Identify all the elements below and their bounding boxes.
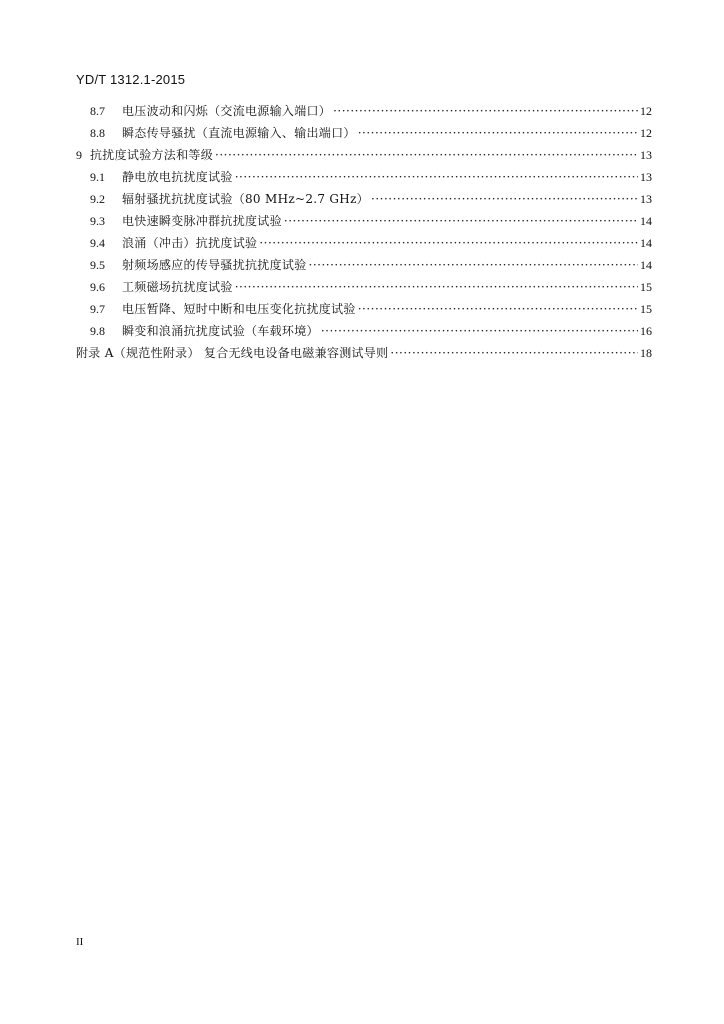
dot-leader <box>371 188 638 210</box>
dot-leader <box>358 298 638 320</box>
toc-entry-9-8[interactable] <box>76 320 652 342</box>
toc-entry-9-7[interactable] <box>76 298 652 320</box>
toc-entry-9-6[interactable] <box>76 276 652 298</box>
toc-entry-9-3[interactable] <box>76 210 652 232</box>
toc-entry-9-2[interactable] <box>76 188 652 210</box>
toc-entry-title: 抗扰度试验方法和等级 <box>90 148 214 162</box>
toc-entry-title: 瞬变和浪涌抗扰度试验（车载环境） <box>122 324 319 338</box>
toc-entry-title: 静电放电抗扰度试验 <box>122 170 233 184</box>
toc-entry-9-1[interactable] <box>76 166 652 188</box>
toc-entry-9[interactable] <box>76 144 652 166</box>
dot-leader <box>259 232 638 254</box>
toc-entry-number: 9.8 <box>90 324 105 338</box>
dot-leader <box>333 100 638 122</box>
toc-entry-page: 18 <box>640 346 652 360</box>
toc-entry-page: 16 <box>640 324 652 338</box>
toc-entry-page: 13 <box>640 148 652 162</box>
toc-entry-page: 13 <box>640 192 652 206</box>
toc-entry-page: 15 <box>640 302 652 316</box>
document-header <box>76 72 185 87</box>
toc-entry-page: 14 <box>640 214 652 228</box>
toc-entry-title: 瞬态传导骚扰（直流电源输入、输出端口） <box>122 126 356 140</box>
toc-entry-title: 射频场感应的传导骚扰抗扰度试验 <box>122 258 307 272</box>
toc-entry-title: 电压波动和闪烁（交流电源输入端口） <box>122 104 332 118</box>
toc-entry-number: 8.7 <box>90 104 105 118</box>
dot-leader <box>358 122 638 144</box>
dot-leader <box>321 320 638 342</box>
toc-entry-title: 工频磁场抗扰度试验 <box>122 280 233 294</box>
page-number: II <box>76 936 84 948</box>
toc-entry-number: 9.4 <box>90 236 105 250</box>
table-of-contents <box>76 100 652 364</box>
toc-entry-title: 辐射骚扰抗扰度试验（80 MHz~2.7 GHz） <box>122 192 369 206</box>
toc-entry-8-7[interactable] <box>76 100 652 122</box>
toc-entry-page: 14 <box>640 236 652 250</box>
toc-entry-9-4[interactable] <box>76 232 652 254</box>
toc-entry-number: 9.5 <box>90 258 105 272</box>
toc-entry-number: 8.8 <box>90 126 105 140</box>
standard-code: YD/T 1312.1-2015 <box>76 72 186 87</box>
toc-entry-8-8[interactable] <box>76 122 652 144</box>
dot-leader <box>390 342 638 364</box>
toc-entry-number: 9.6 <box>90 280 105 294</box>
toc-entry-number: 9.7 <box>90 302 105 316</box>
toc-entry-title: 电快速瞬变脉冲群抗扰度试验 <box>122 214 282 228</box>
toc-entry-9-5[interactable] <box>76 254 652 276</box>
toc-entry-number: 9 <box>76 148 82 162</box>
toc-entry-appendix-a[interactable] <box>76 342 652 364</box>
toc-entry-page: 12 <box>640 126 652 140</box>
toc-entry-page: 15 <box>640 280 652 294</box>
dot-leader <box>284 210 638 232</box>
dot-leader <box>215 144 638 166</box>
toc-entry-number: 9.1 <box>90 170 105 184</box>
toc-entry-title: 浪涌（冲击）抗扰度试验 <box>122 236 258 250</box>
toc-entry-title: 电压暂降、短时中断和电压变化抗扰度试验 <box>122 302 356 316</box>
toc-entry-page: 12 <box>640 104 652 118</box>
toc-entry-number: 9.3 <box>90 214 105 228</box>
toc-entry-title: 附录 A（规范性附录） 复合无线电设备电磁兼容测试导则 <box>76 346 389 360</box>
toc-entry-number: 9.2 <box>90 192 105 206</box>
dot-leader <box>235 166 638 188</box>
page-footer <box>76 936 83 948</box>
dot-leader <box>309 254 638 276</box>
toc-entry-page: 13 <box>640 170 652 184</box>
dot-leader <box>235 276 638 298</box>
toc-entry-page: 14 <box>640 258 652 272</box>
